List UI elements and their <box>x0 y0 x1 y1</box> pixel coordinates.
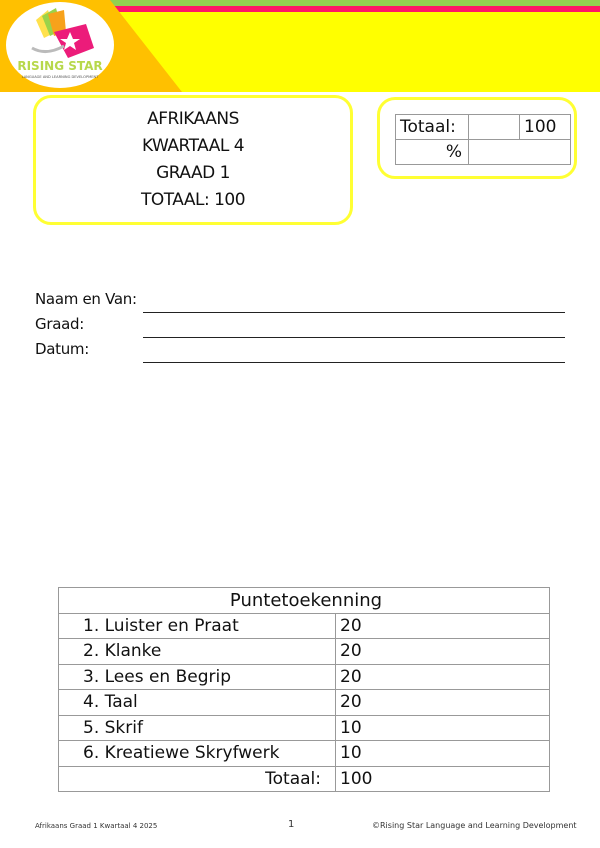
name-label: Naam en Van: <box>35 290 137 308</box>
date-row <box>35 340 570 365</box>
total-label: Totaal: <box>396 115 469 140</box>
date-label: Datum: <box>35 340 89 358</box>
name-field[interactable] <box>143 312 565 313</box>
logo-name: RISING STAR <box>17 59 103 73</box>
marks-allocation-table <box>58 587 550 792</box>
section-marks: 20 <box>336 690 550 716</box>
total-title: TOTAAL: 100 <box>140 190 246 210</box>
section-marks: 20 <box>336 613 550 639</box>
table-row <box>59 690 550 716</box>
student-info-form <box>35 290 570 365</box>
section-marks: 10 <box>336 715 550 741</box>
section-name: 3. Lees en Begrip <box>59 664 336 690</box>
section-name: 2. Klanke <box>59 639 336 665</box>
grade-row <box>35 315 570 340</box>
table-row <box>59 664 550 690</box>
table-row <box>59 715 550 741</box>
marks-total-value: 100 <box>336 766 550 792</box>
section-name: 1. Luister en Praat <box>59 613 336 639</box>
score-row-total <box>396 115 571 140</box>
logo-tagline: LANGUAGE AND LEARNING DEVELOPMENT <box>21 75 99 79</box>
title-box <box>33 95 353 225</box>
date-field[interactable] <box>143 362 565 363</box>
name-row <box>35 290 570 315</box>
page-number: 1 <box>288 819 295 830</box>
marks-header-row <box>59 588 550 614</box>
grade-label: Graad: <box>35 315 84 333</box>
section-name: 4. Taal <box>59 690 336 716</box>
section-marks: 20 <box>336 639 550 665</box>
term-title: KWARTAAL 4 <box>141 136 245 156</box>
subject-title: AFRIKAANS <box>147 109 239 129</box>
grade-field[interactable] <box>143 337 565 338</box>
score-table <box>395 114 571 165</box>
marks-total-row <box>59 766 550 792</box>
table-row <box>59 741 550 767</box>
section-marks: 10 <box>336 741 550 767</box>
marks-table-title: Puntetoekenning <box>59 588 550 614</box>
score-row-percent <box>396 140 571 165</box>
table-row <box>59 613 550 639</box>
footer-copyright: ©Rising Star Language and Learning Development <box>372 821 577 830</box>
total-max: 100 <box>520 115 571 140</box>
section-name: 5. Skrif <box>59 715 336 741</box>
footer-left: Afrikaans Graad 1 Kwartaal 4 2025 <box>35 822 158 830</box>
percent-label: % <box>396 140 469 165</box>
section-marks: 20 <box>336 664 550 690</box>
section-name: 6. Kreatiewe Skryfwerk <box>59 741 336 767</box>
table-row <box>59 639 550 665</box>
grade-title: GRAAD 1 <box>156 163 230 183</box>
marks-total-label: Totaal: <box>59 766 336 792</box>
score-box <box>377 97 577 179</box>
total-score-field[interactable] <box>469 115 520 140</box>
rising-star-logo <box>6 2 114 88</box>
percent-field[interactable] <box>469 140 571 165</box>
